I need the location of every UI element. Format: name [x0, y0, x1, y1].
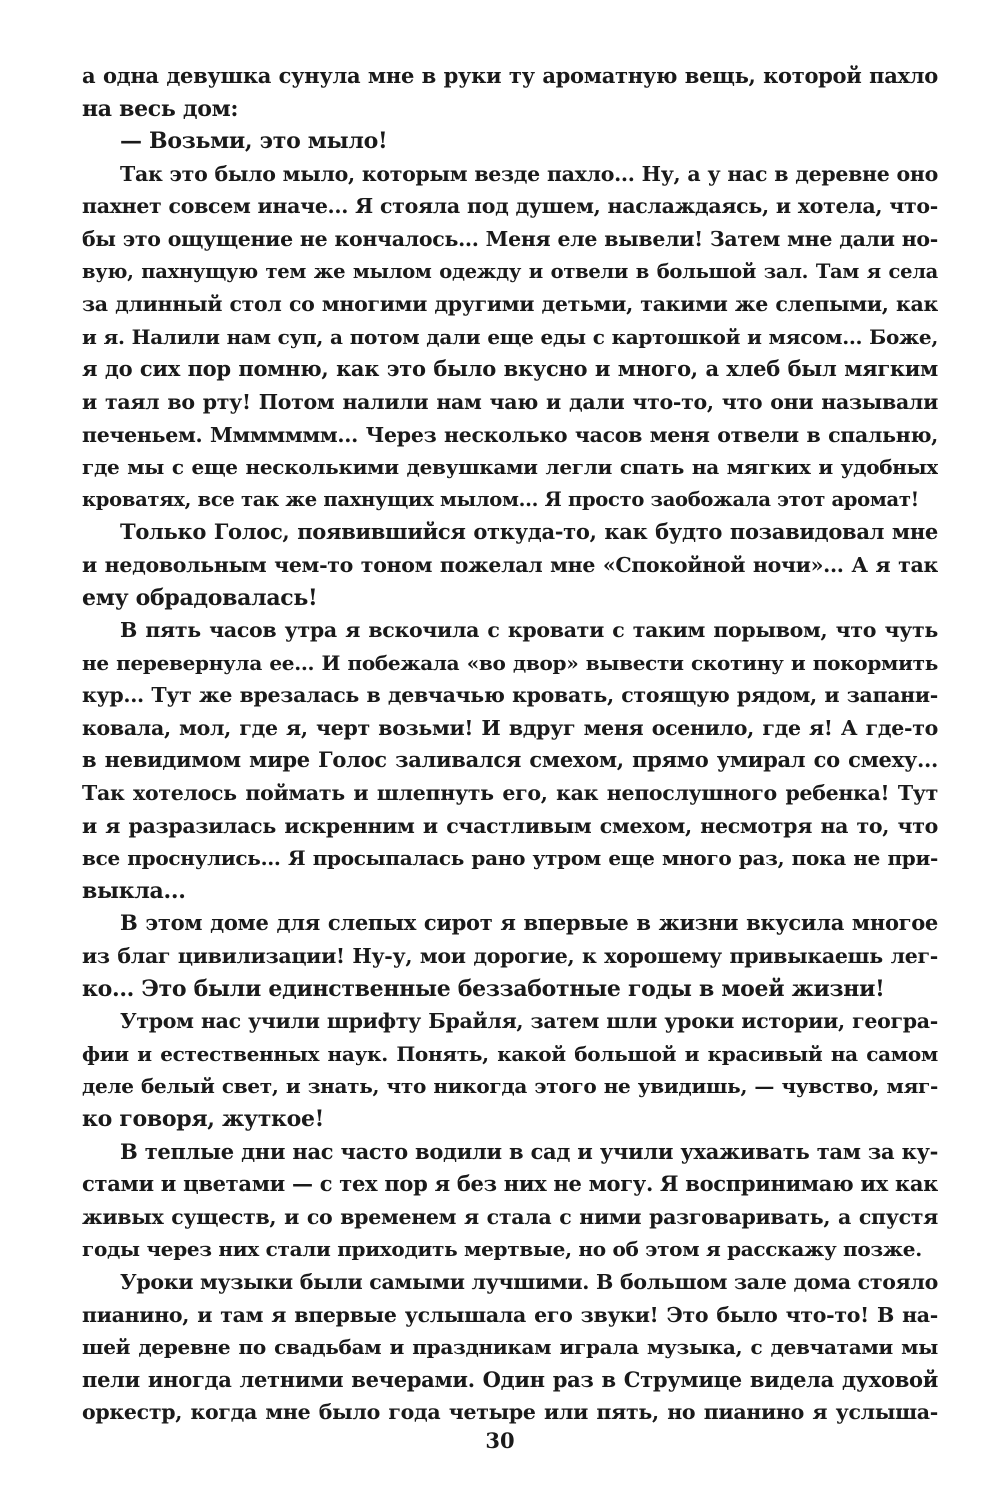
text-line: Так хотелось поймать и шлепнуть его, как непослушного ребенка! Тут: [82, 781, 938, 806]
text-line: из благ цивилизации! Ну-у, мои дорогие, к хорошему привыкаешь лег-: [82, 944, 938, 969]
text-line: кроватях, все так же пахнущих мылом... Я просто заобожала этот аромат!: [82, 487, 919, 511]
text-line: в невидимом мире Голос заливался смехом, прямо умирал со смеху...: [82, 747, 938, 773]
text-line: на весь дом:: [82, 95, 239, 122]
text-line: фии и естественных наук. Понять, какой большой и красивый на самом: [82, 1041, 938, 1066]
text-line: деле белый свет, и знать, что никогда этого не увидишь, — чувство, мяг-: [82, 1074, 938, 1099]
text-line: вую, пахнущую тем же мылом одежду и отвели в большой зал. Там я села: [82, 259, 938, 283]
text-line: В этом доме для слепых сирот я впервые в жизни вкусила многое: [120, 910, 938, 936]
text-line: и таял во рту! Потом налили нам чаю и дали что-то, что они называли: [82, 389, 938, 414]
page-number: 30: [485, 1428, 515, 1453]
text-line: за длинный стол со многими другими детьми, такими же слепыми, как: [82, 292, 938, 317]
text-line: где мы с еще несколькими девушками легли спать на мягких и удобных: [82, 455, 938, 480]
text-line: я до сих пор помню, как это было вкусно и много, а хлеб был мягким: [82, 356, 938, 382]
text-line: ковала, мол, где я, черт возьми! И вдруг меня осенило, где я! А где-то: [82, 715, 938, 740]
text-line: не перевернула ее... И побежала «во двор» вывести скотину и покормить: [82, 650, 938, 675]
text-line: Так это было мыло, которым везде пахло... Ну, а у нас в деревне оно: [120, 161, 938, 186]
text-line: шей деревне по свадьбам и праздникам играла музыка, с девчатами мы: [82, 1335, 938, 1360]
text-line: пели иногда летними вечерами. Один раз в Струмице видела духовой: [82, 1366, 938, 1392]
text-line: живых существ, и со временем я стала с ними разговаривать, а спустя: [82, 1204, 938, 1229]
text-line: бы это ощущение не кончалось... Меня еле вывели! Затем мне дали но-: [82, 226, 938, 251]
text-line: В пять часов утра я вскочила с кровати с таким порывом, что чуть: [120, 618, 938, 643]
text-line: выкла...: [82, 877, 186, 904]
text-line: — Возьми, это мыло!: [120, 128, 388, 155]
text-line: ко говоря, жуткое!: [82, 1106, 325, 1132]
text-line: все проснулись... Я просыпалась рано утром еще много раз, пока не при-: [82, 846, 938, 871]
text-line: годы через них стали приходить мертвые, но об этом я расскажу позже.: [82, 1237, 922, 1262]
text-line: и я разразилась искренним и счастливым смехом, несмотря на то, что: [82, 813, 938, 838]
text-line: Утром нас учили шрифту Брайля, затем шли уроки истории, геогра-: [120, 1009, 938, 1034]
page-text: [82, 60, 938, 1429]
text-line: Только Голос, появившийся откуда-то, как будто позавидовал мне: [120, 519, 938, 545]
text-line: и недовольным чем-то тоном пожелал мне «Спокойной ночи»... А я так: [82, 552, 938, 577]
text-line: и я. Налили нам суп, а потом дали еще еды с картошкой и мясом... Боже,: [82, 324, 938, 349]
text-line: оркестр, когда мне было года четыре или пять, но пианино я услыша-: [82, 1400, 938, 1425]
text-line: В теплые дни нас часто водили в сад и учили ухаживать там за ку-: [120, 1138, 938, 1164]
text-line: стами и цветами — с тех пор я без них не могу. Я воспринимаю их как: [82, 1171, 938, 1197]
text-line: ему обрадовалась!: [82, 584, 318, 611]
text-line: кур... Тут же врезалась в девчачью кровать, стоящую рядом, и запани-: [82, 683, 938, 708]
text-line: печеньем. Ммммммм... Через несколько часов меня отвели в спальню,: [82, 422, 938, 447]
text-line: пахнет совсем иначе... Я стояла под душем, наслаждаясь, и хотела, что-: [82, 194, 938, 219]
text-line: Уроки музыки были самыми лучшими. В большом зале дома стояло: [120, 1269, 938, 1294]
text-line: ко... Это были единственные беззаботные годы в моей жизни!: [82, 975, 885, 1002]
text-line: а одна девушка сунула мне в руки ту ароматную вещь, которой пахло: [82, 63, 938, 88]
text-line: пианино, и там я впервые услышала его звуки! Это было что-то! В на-: [82, 1302, 938, 1327]
